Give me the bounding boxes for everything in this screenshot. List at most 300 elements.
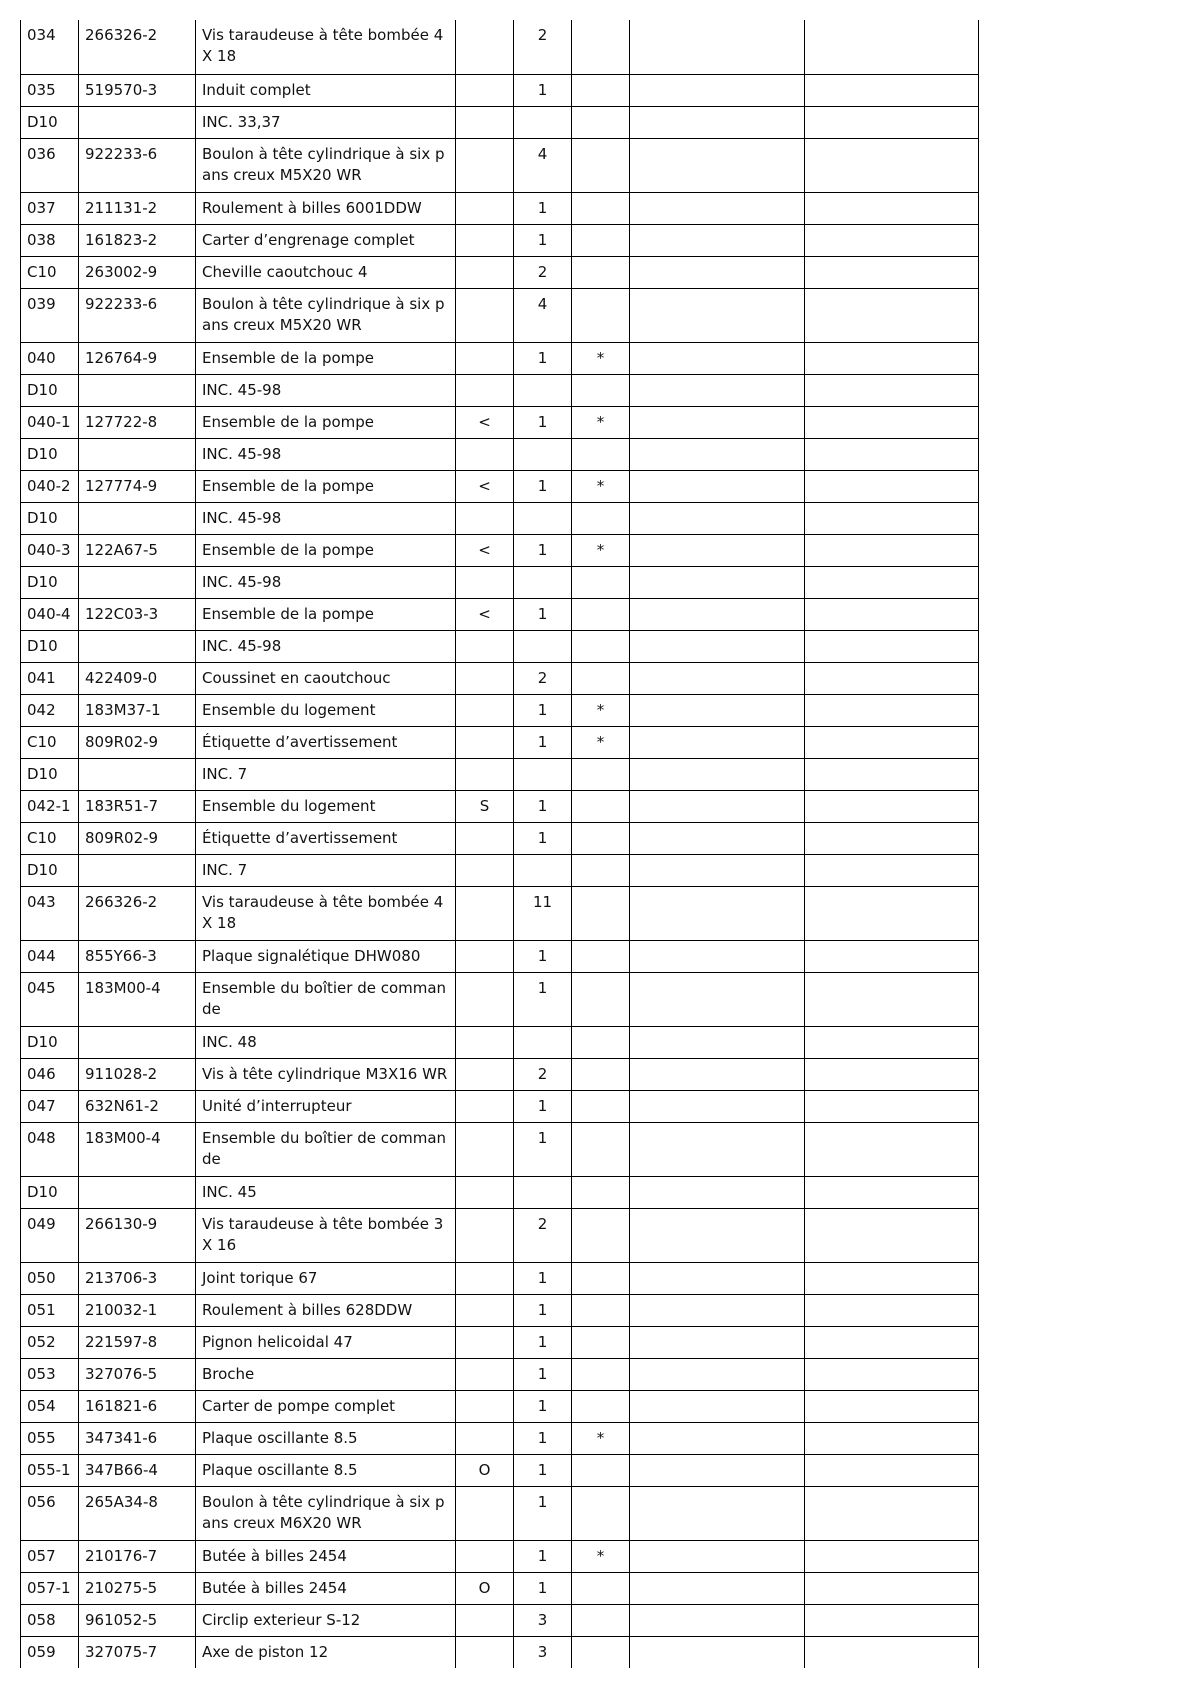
- table-row: [21, 694, 979, 726]
- part-number-cell: 266326-2: [79, 20, 196, 74]
- change-mark-cell: [456, 288, 514, 342]
- quantity-cell: 3: [514, 1604, 572, 1636]
- item-number-cell: 055-1: [21, 1454, 79, 1486]
- item-number-cell: D10: [21, 566, 79, 598]
- change-mark-cell: [456, 1090, 514, 1122]
- table-row: [21, 790, 979, 822]
- description-cell: Boulon à tête cylindrique à six pans creux M6X20 WR: [196, 1486, 456, 1540]
- item-number-cell: D10: [21, 502, 79, 534]
- part-number-cell: 265A34-8: [79, 1486, 196, 1540]
- quantity-cell: 2: [514, 256, 572, 288]
- description-cell: Ensemble du logement: [196, 790, 456, 822]
- quantity-cell: 1: [514, 1540, 572, 1572]
- note-mark-cell: [572, 1604, 630, 1636]
- table-row: [21, 138, 979, 192]
- blank-cell: [630, 940, 805, 972]
- blank-cell: [805, 1176, 979, 1208]
- description-cell: Ensemble de la pompe: [196, 534, 456, 566]
- note-mark-cell: *: [572, 406, 630, 438]
- note-mark-cell: [572, 256, 630, 288]
- table-row: [21, 972, 979, 1026]
- blank-cell: [630, 1294, 805, 1326]
- change-mark-cell: [456, 1122, 514, 1176]
- table-row: [21, 1604, 979, 1636]
- change-mark-cell: [456, 1208, 514, 1262]
- blank-cell: [630, 1326, 805, 1358]
- change-mark-cell: [456, 726, 514, 758]
- change-mark-cell: <: [456, 598, 514, 630]
- item-number-cell: D10: [21, 1026, 79, 1058]
- part-number-cell: [79, 106, 196, 138]
- description-cell: Joint torique 67: [196, 1262, 456, 1294]
- part-number-cell: [79, 854, 196, 886]
- change-mark-cell: [456, 256, 514, 288]
- blank-cell: [630, 406, 805, 438]
- blank-cell: [630, 1358, 805, 1390]
- note-mark-cell: [572, 288, 630, 342]
- blank-cell: [805, 470, 979, 502]
- item-number-cell: C10: [21, 726, 79, 758]
- change-mark-cell: O: [456, 1572, 514, 1604]
- quantity-cell: [514, 438, 572, 470]
- blank-cell: [630, 1572, 805, 1604]
- item-number-cell: 040: [21, 342, 79, 374]
- item-number-cell: 042: [21, 694, 79, 726]
- item-number-cell: 051: [21, 1294, 79, 1326]
- part-number-cell: 126764-9: [79, 342, 196, 374]
- blank-cell: [630, 1058, 805, 1090]
- table-row: [21, 534, 979, 566]
- quantity-cell: 2: [514, 20, 572, 74]
- item-number-cell: 059: [21, 1636, 79, 1668]
- blank-cell: [805, 1358, 979, 1390]
- quantity-cell: [514, 502, 572, 534]
- part-number-cell: 183R51-7: [79, 790, 196, 822]
- part-number-cell: 210032-1: [79, 1294, 196, 1326]
- description-cell: Unité d’interrupteur: [196, 1090, 456, 1122]
- item-number-cell: D10: [21, 758, 79, 790]
- table-row: [21, 74, 979, 106]
- part-number-cell: 122C03-3: [79, 598, 196, 630]
- quantity-cell: 1: [514, 1422, 572, 1454]
- change-mark-cell: [456, 1636, 514, 1668]
- description-cell: Carter d’engrenage complet: [196, 224, 456, 256]
- blank-cell: [630, 566, 805, 598]
- description-cell: Vis à tête cylindrique M3X16 WR: [196, 1058, 456, 1090]
- quantity-cell: 1: [514, 1572, 572, 1604]
- item-number-cell: D10: [21, 630, 79, 662]
- quantity-cell: 4: [514, 288, 572, 342]
- quantity-cell: 1: [514, 1358, 572, 1390]
- blank-cell: [630, 20, 805, 74]
- change-mark-cell: [456, 694, 514, 726]
- description-cell: Ensemble de la pompe: [196, 406, 456, 438]
- table-row: [21, 630, 979, 662]
- quantity-cell: 1: [514, 972, 572, 1026]
- description-cell: Circlip exterieur S-12: [196, 1604, 456, 1636]
- blank-cell: [630, 630, 805, 662]
- description-cell: INC. 7: [196, 854, 456, 886]
- quantity-cell: 1: [514, 790, 572, 822]
- blank-cell: [630, 886, 805, 940]
- quantity-cell: 2: [514, 662, 572, 694]
- description-cell: Vis taraudeuse à tête bombée 3X 16: [196, 1208, 456, 1262]
- part-number-cell: 263002-9: [79, 256, 196, 288]
- description-cell: Ensemble de la pompe: [196, 598, 456, 630]
- blank-cell: [805, 74, 979, 106]
- description-cell: Roulement à billes 628DDW: [196, 1294, 456, 1326]
- change-mark-cell: [456, 1058, 514, 1090]
- blank-cell: [630, 1122, 805, 1176]
- part-number-cell: [79, 758, 196, 790]
- change-mark-cell: [456, 822, 514, 854]
- table-row: [21, 1390, 979, 1422]
- blank-cell: [805, 106, 979, 138]
- change-mark-cell: <: [456, 470, 514, 502]
- part-number-cell: 266130-9: [79, 1208, 196, 1262]
- description-cell: Butée à billes 2454: [196, 1572, 456, 1604]
- item-number-cell: 050: [21, 1262, 79, 1294]
- note-mark-cell: [572, 106, 630, 138]
- item-number-cell: 054: [21, 1390, 79, 1422]
- description-cell: INC. 48: [196, 1026, 456, 1058]
- quantity-cell: 2: [514, 1058, 572, 1090]
- table-row: [21, 1326, 979, 1358]
- change-mark-cell: <: [456, 534, 514, 566]
- blank-cell: [805, 1090, 979, 1122]
- part-number-cell: [79, 438, 196, 470]
- note-mark-cell: [572, 566, 630, 598]
- item-number-cell: 034: [21, 20, 79, 74]
- blank-cell: [805, 1422, 979, 1454]
- note-mark-cell: [572, 1358, 630, 1390]
- quantity-cell: 1: [514, 342, 572, 374]
- table-row: [21, 374, 979, 406]
- table-row: [21, 256, 979, 288]
- note-mark-cell: [572, 972, 630, 1026]
- blank-cell: [805, 854, 979, 886]
- blank-cell: [805, 1026, 979, 1058]
- description-cell: Plaque oscillante 8.5: [196, 1454, 456, 1486]
- item-number-cell: 040-3: [21, 534, 79, 566]
- description-cell: Ensemble du boîtier de commande: [196, 1122, 456, 1176]
- part-number-cell: [79, 1176, 196, 1208]
- item-number-cell: 042-1: [21, 790, 79, 822]
- blank-cell: [805, 1454, 979, 1486]
- item-number-cell: 056: [21, 1486, 79, 1540]
- part-number-cell: 911028-2: [79, 1058, 196, 1090]
- description-cell: INC. 45-98: [196, 566, 456, 598]
- note-mark-cell: [572, 1090, 630, 1122]
- blank-cell: [630, 438, 805, 470]
- blank-cell: [805, 20, 979, 74]
- description-cell: Ensemble de la pompe: [196, 342, 456, 374]
- part-number-cell: [79, 374, 196, 406]
- table-row: [21, 1294, 979, 1326]
- part-number-cell: 183M00-4: [79, 972, 196, 1026]
- table-row: [21, 1486, 979, 1540]
- quantity-cell: 2: [514, 1208, 572, 1262]
- part-number-cell: 183M00-4: [79, 1122, 196, 1176]
- change-mark-cell: [456, 74, 514, 106]
- change-mark-cell: [456, 972, 514, 1026]
- blank-cell: [630, 790, 805, 822]
- blank-cell: [805, 726, 979, 758]
- description-cell: Ensemble du logement: [196, 694, 456, 726]
- note-mark-cell: [572, 1122, 630, 1176]
- change-mark-cell: [456, 662, 514, 694]
- part-number-cell: 855Y66-3: [79, 940, 196, 972]
- description-cell: Axe de piston 12: [196, 1636, 456, 1668]
- note-mark-cell: *: [572, 1540, 630, 1572]
- item-number-cell: 048: [21, 1122, 79, 1176]
- item-number-cell: 037: [21, 192, 79, 224]
- quantity-cell: 1: [514, 1122, 572, 1176]
- blank-cell: [630, 342, 805, 374]
- blank-cell: [630, 822, 805, 854]
- blank-cell: [630, 1454, 805, 1486]
- description-cell: Ensemble de la pompe: [196, 470, 456, 502]
- part-number-cell: [79, 630, 196, 662]
- note-mark-cell: [572, 1026, 630, 1058]
- table-row: [21, 1026, 979, 1058]
- item-number-cell: 043: [21, 886, 79, 940]
- table-row: [21, 1422, 979, 1454]
- note-mark-cell: [572, 1636, 630, 1668]
- description-cell: Induit complet: [196, 74, 456, 106]
- blank-cell: [630, 1176, 805, 1208]
- blank-cell: [630, 224, 805, 256]
- table-row: [21, 758, 979, 790]
- blank-cell: [630, 1422, 805, 1454]
- description-cell: Étiquette d’avertissement: [196, 726, 456, 758]
- quantity-cell: 1: [514, 822, 572, 854]
- blank-cell: [630, 1636, 805, 1668]
- table-row: [21, 1636, 979, 1668]
- quantity-cell: 11: [514, 886, 572, 940]
- note-mark-cell: *: [572, 726, 630, 758]
- item-number-cell: 049: [21, 1208, 79, 1262]
- part-number-cell: 183M37-1: [79, 694, 196, 726]
- blank-cell: [630, 1262, 805, 1294]
- change-mark-cell: [456, 20, 514, 74]
- blank-cell: [805, 1294, 979, 1326]
- change-mark-cell: [456, 758, 514, 790]
- table-row: [21, 822, 979, 854]
- description-cell: INC. 45-98: [196, 374, 456, 406]
- blank-cell: [805, 630, 979, 662]
- description-cell: Étiquette d’avertissement: [196, 822, 456, 854]
- description-cell: Broche: [196, 1358, 456, 1390]
- blank-cell: [630, 256, 805, 288]
- part-number-cell: 210176-7: [79, 1540, 196, 1572]
- table-row: [21, 470, 979, 502]
- note-mark-cell: [572, 1294, 630, 1326]
- blank-cell: [805, 822, 979, 854]
- blank-cell: [630, 1486, 805, 1540]
- table-row: [21, 502, 979, 534]
- description-cell: Ensemble du boîtier de commande: [196, 972, 456, 1026]
- blank-cell: [805, 886, 979, 940]
- blank-cell: [805, 342, 979, 374]
- change-mark-cell: [456, 1176, 514, 1208]
- blank-cell: [630, 74, 805, 106]
- note-mark-cell: [572, 502, 630, 534]
- table-row: [21, 1358, 979, 1390]
- blank-cell: [630, 854, 805, 886]
- change-mark-cell: [456, 1326, 514, 1358]
- quantity-cell: [514, 1026, 572, 1058]
- description-cell: Carter de pompe complet: [196, 1390, 456, 1422]
- quantity-cell: 1: [514, 1294, 572, 1326]
- table-row: [21, 1122, 979, 1176]
- description-cell: INC. 45-98: [196, 438, 456, 470]
- note-mark-cell: [572, 630, 630, 662]
- quantity-cell: 1: [514, 534, 572, 566]
- quantity-cell: 1: [514, 1262, 572, 1294]
- item-number-cell: 038: [21, 224, 79, 256]
- note-mark-cell: [572, 662, 630, 694]
- item-number-cell: 052: [21, 1326, 79, 1358]
- blank-cell: [805, 1208, 979, 1262]
- blank-cell: [805, 534, 979, 566]
- item-number-cell: 035: [21, 74, 79, 106]
- item-number-cell: D10: [21, 438, 79, 470]
- item-number-cell: 039: [21, 288, 79, 342]
- change-mark-cell: [456, 1540, 514, 1572]
- blank-cell: [630, 288, 805, 342]
- blank-cell: [805, 406, 979, 438]
- quantity-cell: 1: [514, 1326, 572, 1358]
- change-mark-cell: [456, 224, 514, 256]
- note-mark-cell: [572, 1176, 630, 1208]
- note-mark-cell: [572, 224, 630, 256]
- change-mark-cell: [456, 374, 514, 406]
- blank-cell: [630, 534, 805, 566]
- note-mark-cell: [572, 1262, 630, 1294]
- item-number-cell: C10: [21, 822, 79, 854]
- quantity-cell: 1: [514, 1090, 572, 1122]
- change-mark-cell: [456, 1390, 514, 1422]
- blank-cell: [805, 138, 979, 192]
- quantity-cell: [514, 630, 572, 662]
- table-row: [21, 106, 979, 138]
- parts-list-table: [20, 20, 979, 1668]
- blank-cell: [805, 972, 979, 1026]
- item-number-cell: D10: [21, 1176, 79, 1208]
- blank-cell: [805, 1540, 979, 1572]
- blank-cell: [630, 1540, 805, 1572]
- description-cell: Coussinet en caoutchouc: [196, 662, 456, 694]
- change-mark-cell: [456, 1358, 514, 1390]
- part-number-cell: 327075-7: [79, 1636, 196, 1668]
- blank-cell: [805, 940, 979, 972]
- description-cell: INC. 45: [196, 1176, 456, 1208]
- quantity-cell: 1: [514, 726, 572, 758]
- blank-cell: [630, 138, 805, 192]
- change-mark-cell: <: [456, 406, 514, 438]
- blank-cell: [630, 192, 805, 224]
- blank-cell: [630, 758, 805, 790]
- description-cell: Vis taraudeuse à tête bombée 4X 18: [196, 20, 456, 74]
- item-number-cell: 040-1: [21, 406, 79, 438]
- item-number-cell: D10: [21, 854, 79, 886]
- item-number-cell: 041: [21, 662, 79, 694]
- blank-cell: [630, 1090, 805, 1122]
- blank-cell: [805, 502, 979, 534]
- note-mark-cell: [572, 1486, 630, 1540]
- part-number-cell: 809R02-9: [79, 822, 196, 854]
- table-row: [21, 1208, 979, 1262]
- quantity-cell: 1: [514, 74, 572, 106]
- change-mark-cell: [456, 106, 514, 138]
- part-number-cell: 161823-2: [79, 224, 196, 256]
- description-cell: Pignon helicoidal 47: [196, 1326, 456, 1358]
- blank-cell: [630, 470, 805, 502]
- table-row: [21, 726, 979, 758]
- blank-cell: [805, 374, 979, 406]
- table-row: [21, 1176, 979, 1208]
- blank-cell: [630, 106, 805, 138]
- part-number-cell: 961052-5: [79, 1604, 196, 1636]
- table-row: [21, 1572, 979, 1604]
- quantity-cell: 4: [514, 138, 572, 192]
- table-row: [21, 342, 979, 374]
- item-number-cell: 044: [21, 940, 79, 972]
- blank-cell: [805, 1058, 979, 1090]
- blank-cell: [805, 1390, 979, 1422]
- part-number-cell: 211131-2: [79, 192, 196, 224]
- blank-cell: [630, 662, 805, 694]
- blank-cell: [805, 224, 979, 256]
- table-row: [21, 1454, 979, 1486]
- change-mark-cell: [456, 1486, 514, 1540]
- table-row: [21, 1540, 979, 1572]
- quantity-cell: [514, 854, 572, 886]
- note-mark-cell: [572, 1058, 630, 1090]
- note-mark-cell: [572, 1208, 630, 1262]
- blank-cell: [805, 1326, 979, 1358]
- quantity-cell: 1: [514, 470, 572, 502]
- blank-cell: [630, 502, 805, 534]
- description-cell: Plaque oscillante 8.5: [196, 1422, 456, 1454]
- table-row: [21, 662, 979, 694]
- change-mark-cell: [456, 192, 514, 224]
- part-number-cell: [79, 566, 196, 598]
- item-number-cell: C10: [21, 256, 79, 288]
- note-mark-cell: [572, 940, 630, 972]
- blank-cell: [630, 1208, 805, 1262]
- part-number-cell: 422409-0: [79, 662, 196, 694]
- table-row: [21, 1262, 979, 1294]
- part-number-cell: 632N61-2: [79, 1090, 196, 1122]
- table-row: [21, 288, 979, 342]
- blank-cell: [805, 1572, 979, 1604]
- part-number-cell: 327076-5: [79, 1358, 196, 1390]
- note-mark-cell: *: [572, 470, 630, 502]
- description-cell: INC. 45-98: [196, 630, 456, 662]
- part-number-cell: 347B66-4: [79, 1454, 196, 1486]
- table-row: [21, 438, 979, 470]
- quantity-cell: [514, 374, 572, 406]
- note-mark-cell: [572, 822, 630, 854]
- table-row: [21, 566, 979, 598]
- note-mark-cell: [572, 438, 630, 470]
- note-mark-cell: *: [572, 342, 630, 374]
- part-number-cell: [79, 1026, 196, 1058]
- blank-cell: [805, 1122, 979, 1176]
- quantity-cell: 1: [514, 224, 572, 256]
